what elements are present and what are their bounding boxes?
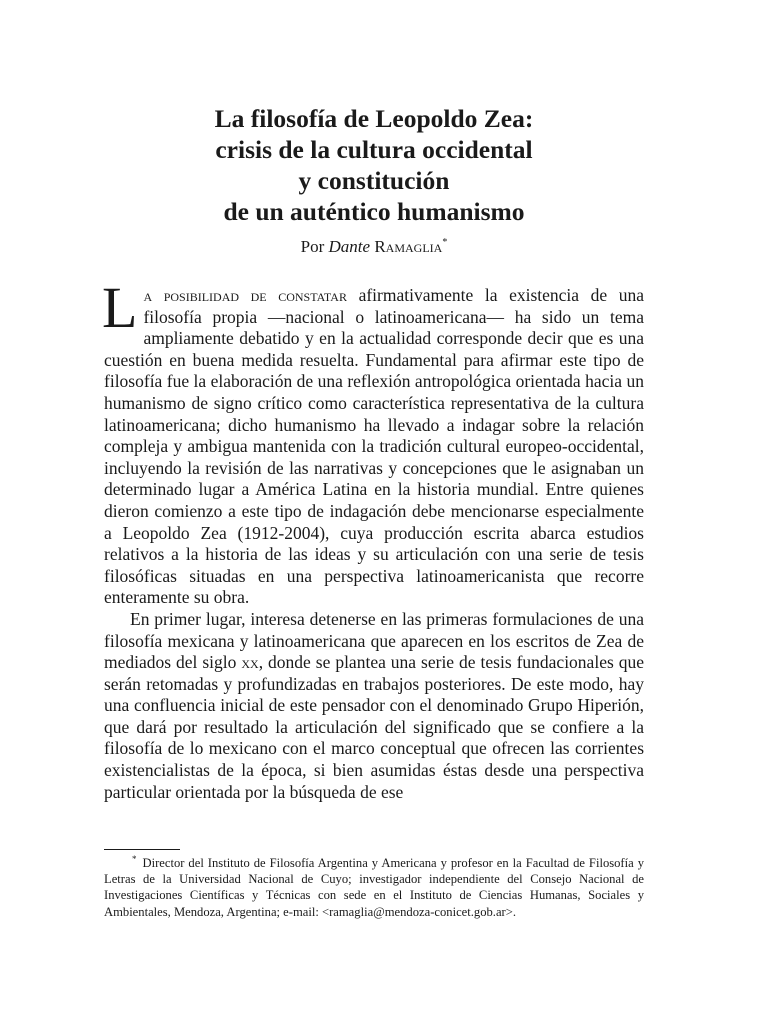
paragraph-2-text-start: En primer lugar, interesa detenerse en las primeras formulaciones de una filosofía mexicana y latinoamericana que aparecen en los escritos de Zea de mediados del siglo [104,608,644,673]
paragraph-2-text-end: , donde se plantea una serie de tesis fundacionales que serán retomadas y profundizadas en trabajos posteriores. De este modo, hay una confluencia inicial de este pensador con el denominado Grupo Hiperión, que dará por resultado la articulación del significado que se confiere a la filosofía de lo mexicano con el marco conceptual que ofrecen las corrientes existencialistas de la época, si bien asumidas éstas desde una perspectiva particular orientada por la búsqueda de ese [104,652,644,802]
author-surname: Ramaglia [374,237,443,256]
author-first-name: Dante [328,237,371,256]
paragraph-1 [102,275,645,609]
title-line-3: y constitución [298,166,450,195]
title-line-2: crisis de la cultura occidental [215,135,533,164]
title-line-1: La filosofía de Leopoldo Zea: [214,104,534,133]
footnote: * Director del Instituto de Filosofía Argentina y Americana y profesor en la Facultad de Filosofía y Letras de la Universidad Nacional de Cuyo; investigador independiente del Consejo Nacional de Investigaciones Científicas y Técnicas con sede en el Instituto de Ciencias Humanas, Sociales y Ambientales, Mendoza, Argentina; e-mail: <ramaglia@mendoza-conicet.gob.ar>. [104,854,644,919]
footnote-separator [104,849,180,850]
footnote-text: Director del Instituto de Filosofía Argentina y Americana y profesor en la Facultad de Filosofía y Letras de la Universidad Nacional de Cuyo; investigador independiente del Consejo Nacional de Investigaciones Científicas y Técnicas con sede en el Instituto de Ciencias Humanas, Sociales y Ambientales, Mendoza, Argentina; e-mail: <ramaglia@mendoza-conicet.gob.ar>. [104,856,644,919]
author-footnote-mark[interactable]: * [442,237,448,248]
byline [104,236,644,258]
paragraph-2-century: xx [241,652,259,673]
paragraph-1-text: afirmativamente la existencia de una filosofía propia —nacional o latinoamericana— ha sido un tema ampliamente debatido y en la actualidad corresponde decir que es una cuestión en buena medida resuelta. Fundamental para afirmar este tipo de filosofía fue la elaboración de una reflexión antropológica orientada hacia un humanismo de signo crítico como característica representativa de la cultura latinoamericana; dicho humanismo ha llevado a indagar sobre la relación compleja y ambigua mantenida con la tradición cultural europeo-occidental, incluyendo la revisión de las narrativas y concepciones que le asignaban un determinado lugar a América Latina en la historia mundial. Entre quienes dieron comienzo a este tipo de indagación debe mencionarse especialmente a Leopoldo Zea (1912-2004), cuya producción escrita abarca estudios relativos a la historia de las ideas y su articulación con una serie de tesis filosóficas situadas en una perspectiva latinoamericanista que recorre enteramente su obra. [104,285,645,608]
drop-cap: L [102,275,138,340]
article-body [102,275,645,803]
article-title [104,103,644,227]
paragraph-2 [104,609,644,803]
paragraph-1-lead: a posibilidad de constatar [143,285,347,305]
byline-prefix: Por [300,237,329,256]
title-line-4: de un auténtico humanismo [223,197,525,226]
